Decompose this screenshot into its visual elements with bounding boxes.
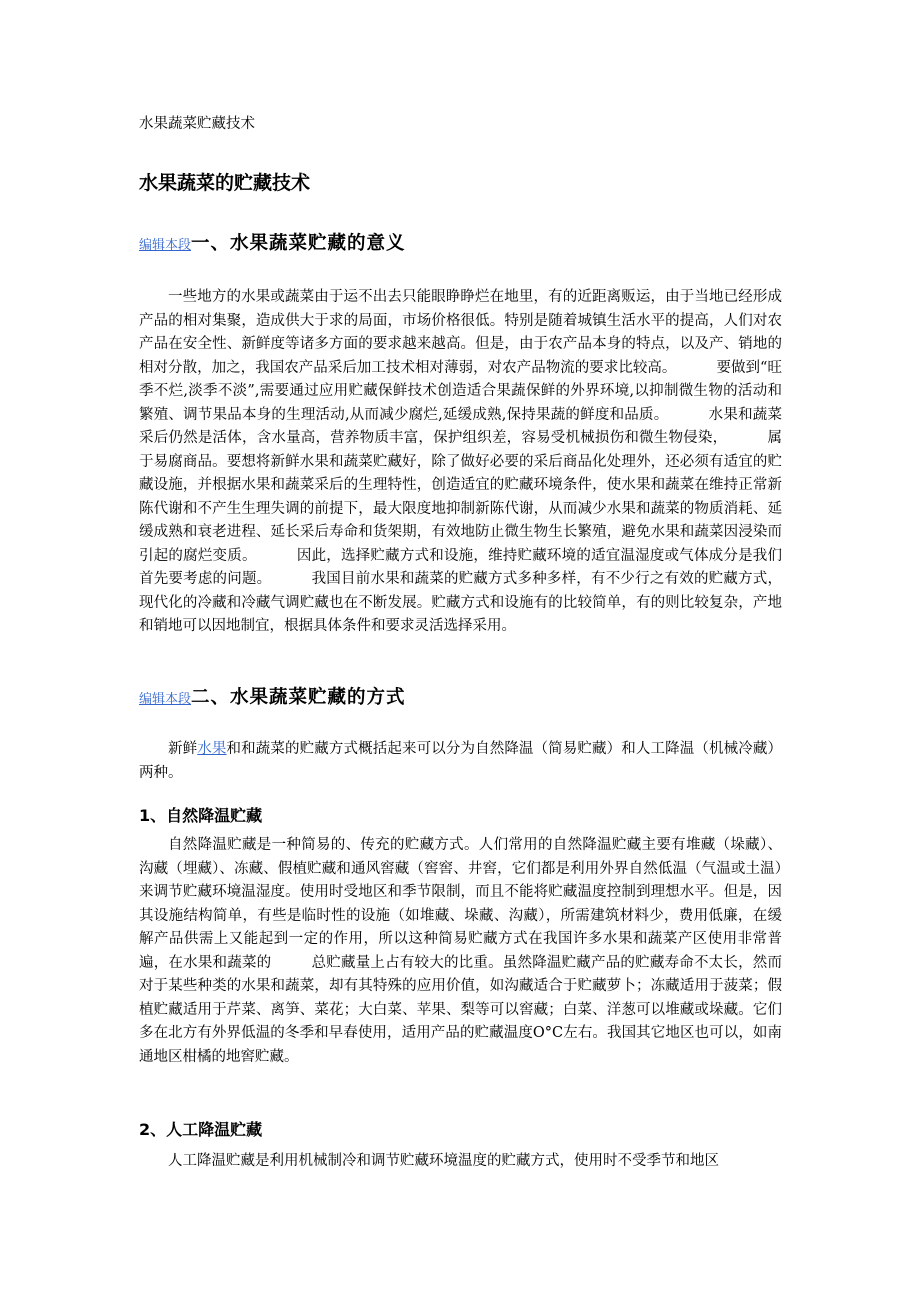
section-title: 二、水果蔬菜贮藏的方式 [191,687,406,708]
section-2-intro [139,738,782,785]
section-heading-1 [139,231,406,259]
subsection-heading-1: 1、自然降温贮藏 [139,806,263,825]
section-heading-2 [139,685,406,713]
paragraph-text: 一些地方的水果或蔬菜由于运不出去只能眼睁睁烂在地里，有的近距离贩运，由于当地已经形成产品的相对集聚，造成供大于求的局面，市场价格很低。特别是随着城镇生活水平的提高，人们对农产品在安全性、新鲜度等诸多方面的要求越来越高。但是，由于农产品本身的特点，以及产、销地的相对分散，加之，我国农产品采后加工技术相对薄弱，对农产品物流的要求比较高。 [139,289,782,376]
paragraph-text: 因此，选择贮藏方式和设施，维持贮藏环境的适宜温湿度或气体成分是我们首先要考虑的问题。 [139,547,783,587]
intro-text: 和和蔬菜的贮藏方式概括起来可以分为自然降温（简易贮藏）和人工降温（机械冷藏）两种。 [139,741,783,781]
paragraph-text: 人工降温贮藏是利用机械制冷和调节贮藏环境温度的贮藏方式，使用时不受季节和地区 [168,1153,719,1169]
subsection-1-paragraph [139,834,782,1069]
subsection-2-paragraph [139,1150,782,1174]
fruit-link[interactable]: 水果 [197,741,227,757]
subsection-heading-2: 2、人工降温贮藏 [139,1120,263,1139]
edit-section-link[interactable]: 编辑本段 [139,238,192,253]
paragraph-text: 属于易腐商品。要想将新鲜水果和蔬菜贮藏好，除了做好必要的采后商品化处理外，还必须有适宜的贮藏设施，并根据水果和蔬菜采后的生理特性，创造适宜的贮藏环境条件，使水果和蔬菜在维持正常新陈代谢和不产生生理失调的前提下，最大限度地抑制新陈代谢，从而减少水果和蔬菜的物质消耗、延缓成熟和衰老进程、延长采后寿命和货架期，有效地防止微生物生长繁殖，避免水果和蔬菜因浸染而引起的腐烂变质。 [139,430,783,564]
paragraph-text: 水果和蔬菜采后仍然是活体，含水量高，营养物质丰富，保护组织差，容易受机械损伤和微生物侵染， [139,406,783,446]
paragraph-text: 自然降温贮藏是一种简易的、传充的贮藏方式。人们常用的自然降温贮藏主要有堆藏（垛藏）、沟藏（埋藏）、冻藏、假植贮藏和通风窖藏（窖窖、井窖，它们都是利用外界自然低温（气温或土温）来调节贮藏环境温湿度。使用时受地区和季节限制，而且不能将贮藏温度控制到理想水平。但是，因其设施结构简单，有些是临时性的设施（如堆藏、垛藏、沟藏），所需建筑材料少，费用低廉，在缓解产品供需上又能起到一定的作用，所以这种简易贮藏方式在我国许多水果和蔬菜产区使用非常普遍，在水果和蔬菜的 [139,837,782,971]
section-title: 一、水果蔬菜贮藏的意义 [191,233,406,254]
intro-text: 新鲜 [168,741,198,757]
document-title: 水果蔬菜的贮藏技术 [139,172,311,194]
paragraph-text: 我国目前水果和蔬菜的贮藏方式多种多样，有不少行之有效的贮藏方式，现代化的冷藏和冷藏气调贮藏也在不断发展。贮藏方式和设施有的比较简单，有的则比较复杂，产地和销地可以因地制宜，根据具体条件和要求灵活选择采用。 [139,571,783,634]
paragraph-text: 要做到“旺季不烂,淡季不淡”,需要通过应用贮藏保鲜技术创造适合果蔬保鲜的外界环境,以抑制微生物的活动和繁殖、调节果品本身的生理活动,从而减少腐烂,延缓成熟,保持果蔬的鲜度和品质。 [139,359,782,423]
paragraph-text: 总贮藏量上占有较大的比重。虽然降温贮藏产品的贮藏寿命不太长，然而对于某些种类的水果和蔬菜，却有其特殊的应用价值，如沟藏适合于贮藏萝卜；冻藏适用于菠菜；假植贮藏适用于芹菜、离笋、菜花；大白菜、苹果、梨等可以窖藏；白菜、洋葱可以堆藏或垛藏。它们多在北方有外界低温的冬季和早春使用，适用产品的贮藏温度O°C左右。我国其它地区也可以，如南通地区柑橘的地窖贮藏。 [139,954,783,1065]
document-label: 水果蔬菜贮藏技术 [139,116,255,132]
section-1-paragraph [139,286,782,639]
edit-section-link[interactable]: 编辑本段 [139,692,192,707]
